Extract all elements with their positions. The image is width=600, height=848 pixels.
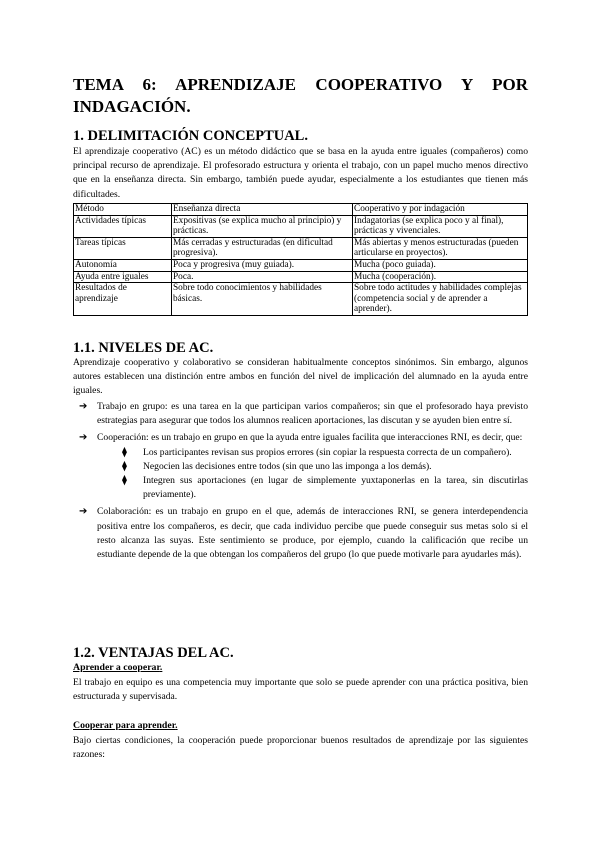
arrow-right-icon: ➔ [79, 401, 88, 412]
cooperacion-sublist [73, 446, 528, 503]
arrow-right-icon: ➔ [79, 432, 88, 444]
table-cell: Más abiertas y menos estructuradas (pueden articularse en proyectos). [353, 237, 528, 259]
table-cell: Sobre todo conocimientos y habilidades básicas. [172, 283, 353, 316]
list-item-text: Colaboración: es un trabajo en grupo en el que, además de interacciones RNI, se genera interdependencia positiva entre los compañeros, es decir, que cada individuo percibe que puede conseguir sus metas solo si el resto alcanza las suyas. Este sentimiento se produce, por ejemplo, cuando la calificación que recibe un estudiante depende de la que obtengan los compañeros del grupo (lo que puede motivarle para ayudarles más). [97, 506, 528, 561]
list-item-text: Cooperación: es un trabajo en grupo en que la ayuda entre iguales facilita que interacciones RNI, es decir, que: [97, 432, 523, 444]
sublist-item [73, 460, 528, 474]
table-cell: Mucha (poco guiada). [353, 259, 528, 271]
section-heading-niveles: 1.1. NIVELES DE AC. [73, 340, 214, 356]
diamond-bullet-icon: ⧫ [122, 446, 127, 458]
table-cell: Autonomía [74, 259, 172, 271]
sublist-item-text: Negocien las decisiones entre todos (sin que uno las imponga a los demás). [143, 460, 432, 472]
table-cell: Indagatorias (se explica poco y al final), prácticas y vivenciales. [353, 215, 528, 237]
section-heading-delimitacion: 1. DELIMITACIÓN CONCEPTUAL. [73, 128, 308, 144]
table-cell: Ayuda entre iguales [74, 271, 172, 283]
diamond-bullet-icon: ⧫ [122, 475, 127, 487]
list-item-trabajo-en-grupo [73, 400, 528, 428]
subheading-cooperar-para-aprender: Cooperar para aprender. [73, 720, 178, 731]
table-cell: Expositivas (se explica mucho al principio) y prácticas. [172, 215, 353, 237]
table-cell: Sobre todo actitudes y habilidades complejas (competencia social y de aprender a aprender). [353, 283, 528, 316]
sublist-item [73, 474, 528, 502]
sublist-item [73, 446, 528, 460]
table-cell: Resultados de aprendizaje [74, 283, 172, 316]
table-header-cell: Enseñanza directa [172, 204, 353, 216]
table-row [74, 259, 528, 271]
section-heading-ventajas: 1.2. VENTAJAS DEL AC. [73, 645, 234, 661]
aprender-a-cooperar-paragraph: El trabajo en equipo es una competencia muy importante que solo se puede aprender con una práctica positiva, bien estructurada y supervisada. [73, 677, 528, 703]
sublist-item-text: Integren sus aportaciones (en lugar de simplemente yuxtaponerlas en la tarea, sin discutirlas previamente). [143, 475, 528, 501]
diamond-bullet-icon: ⧫ [122, 460, 127, 472]
list-item-text: Trabajo en grupo: es una tarea en la que participan varios compañeros; sin que el profesorado haya previsto estrategias para asegurar que todos los alumnos realicen aportaciones, las discutan y se ayuden bien entre sí. [97, 401, 528, 427]
table-cell: Poca. [172, 271, 353, 283]
table-header-cell: Método [74, 204, 172, 216]
sublist-item-text: Los participantes revisan sus propios errores (sin copiar la respuesta correcta de un compañero). [143, 446, 512, 458]
list-item-colaboracion [73, 505, 528, 562]
table-row [74, 283, 528, 316]
table-row [74, 271, 528, 283]
arrow-right-icon: ➔ [79, 506, 88, 518]
table-header-row [74, 204, 528, 216]
niveles-intro-paragraph: Aprendizaje cooperativo y colaborativo se consideran habitualmente conceptos sinónimos. Sin embargo, algunos autores establecen una distinción entre ambos en función del nivel de implicación del alumnado en la ayuda entre iguales. [73, 357, 528, 397]
table-row [74, 215, 528, 237]
table-cell: Mucha (cooperación). [353, 271, 528, 283]
table-cell: Más cerradas y estructuradas (en dificultad progresiva). [172, 237, 353, 259]
comparison-table [73, 203, 528, 316]
cooperar-para-aprender-paragraph: Bajo ciertas condiciones, la cooperación puede proporcionar buenos resultados de aprendizaje por las siguientes razones: [73, 735, 528, 761]
table-cell: Tareas típicas [74, 237, 172, 259]
table-cell: Actividades típicas [74, 215, 172, 237]
document-title: TEMA 6: APRENDIZAJE COOPERATIVO Y POR INDAGACIÓN. [73, 75, 528, 116]
table-header-cell: Cooperativo y por indagación [353, 204, 528, 216]
table-row [74, 237, 528, 259]
section-intro-paragraph: El aprendizaje cooperativo (AC) es un método didáctico que se basa en la ayuda entre iguales (compañeros) como principal recurso de aprendizaje. El profesorado estructura y orienta el trabajo, con un papel mucho menos directivo que en la enseñanza directa. Sin embargo, también puede ayudar, especialmente a los estudiantes que tienen más dificultades. [73, 146, 528, 200]
niveles-list [73, 400, 528, 562]
subheading-aprender-a-cooperar: Aprender a cooperar. [73, 662, 163, 673]
list-item-cooperacion [73, 431, 528, 502]
table-cell: Poca y progresiva (muy guiada). [172, 259, 353, 271]
